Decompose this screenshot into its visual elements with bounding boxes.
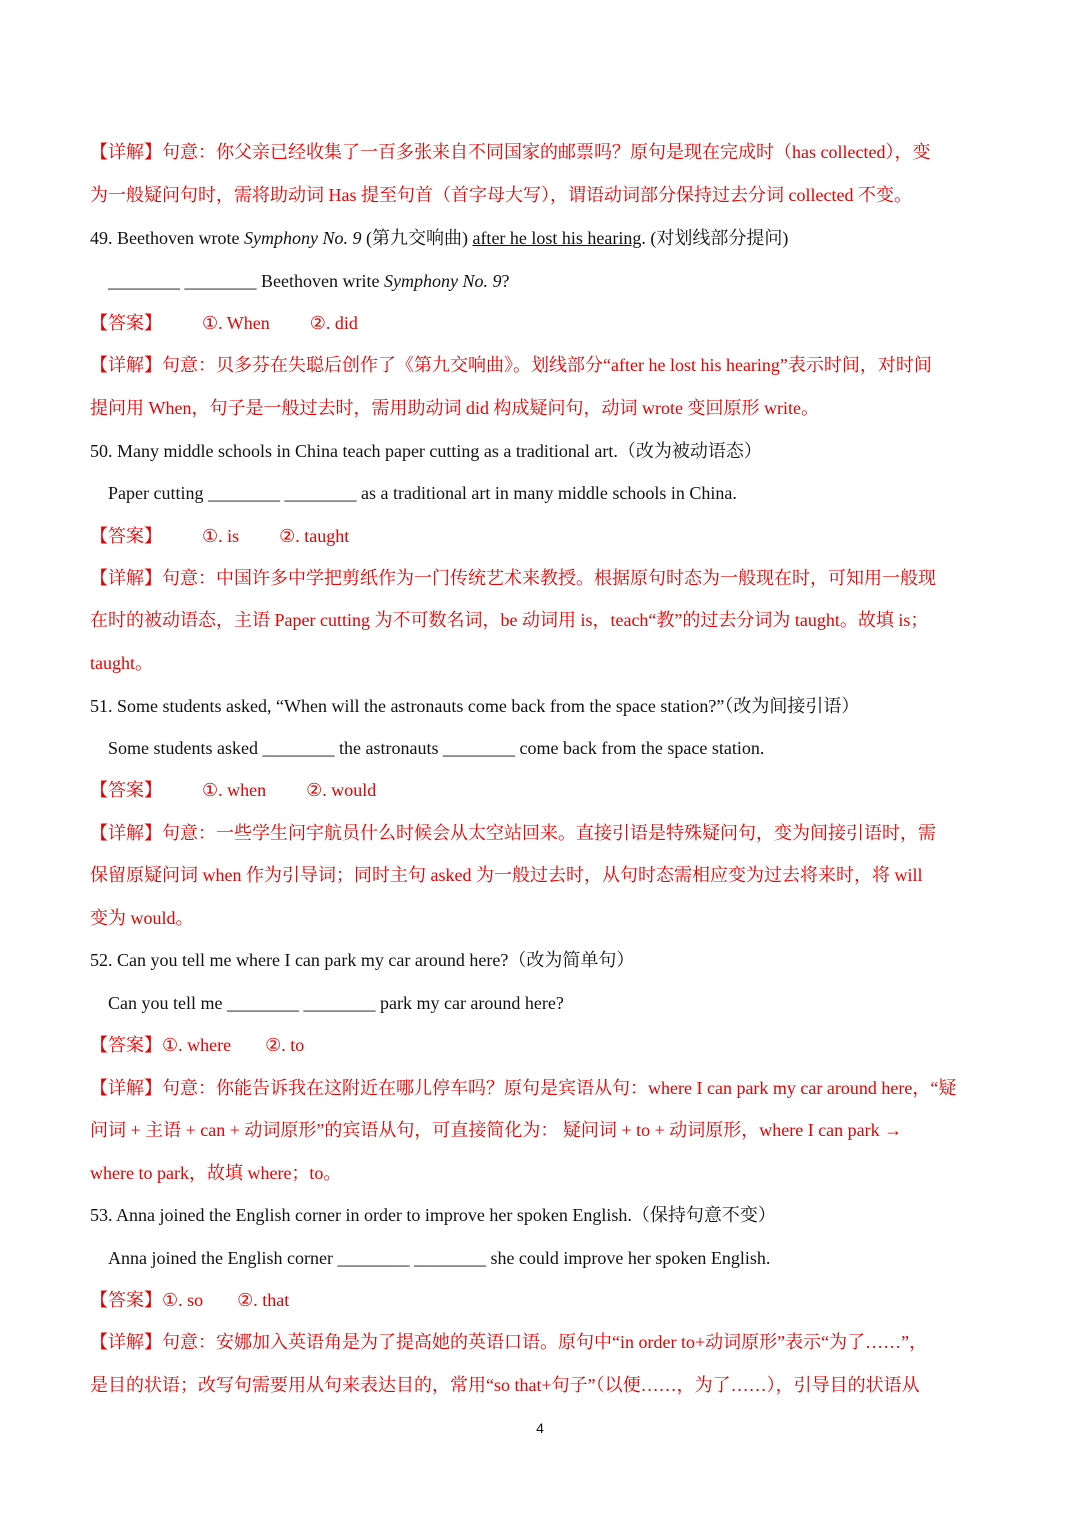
q52-detail-line-1: 【详解】句意：你能告诉我在这附近在哪儿停车吗？原句是宾语从句：where I can park my car around here，“疑: [90, 1078, 957, 1098]
q49-answer-2: ②. did: [309, 313, 358, 333]
q49-answer-1: ①. When: [202, 313, 270, 333]
q49-detail-line-1: 【详解】句意：贝多芬在失聪后创作了《第九交响曲》。划线部分“after he lost his hearing”表示时间，对时间: [90, 355, 932, 375]
q50-answer: [90, 524, 985, 548]
q49-rewrite: [108, 269, 985, 293]
q53-answer-1: ①. so: [162, 1290, 204, 1310]
q48-detail-line-2: 为一般疑问句时，需将助动词 Has 提至句首（首字母大写），谓语动词部分保持过去分词 collected 不变。: [90, 185, 912, 205]
q51-detail-line-1: 【详解】句意：一些学生问宇航员什么时候会从太空站回来。直接引语是特殊疑问句，变为间接引语时，需: [90, 823, 936, 843]
q50-answer-1: ①. is: [202, 526, 240, 546]
q51-detail-line-3: 变为 would。: [90, 908, 194, 928]
q48-detail-line-1: 【详解】句意：你父亲已经收集了一百多张来自不同国家的邮票吗？原句是现在完成时（has collected），变: [90, 142, 931, 162]
q49-underlined-part: after he lost his hearing: [472, 228, 642, 248]
q53-answer-2: ②. that: [237, 1290, 290, 1310]
q53-rewrite: Anna joined the English corner ________ ________ she could improve her spoken English.: [108, 1248, 771, 1268]
page-number: 4: [536, 1420, 544, 1436]
q50-answer-2: ②. taught: [279, 526, 350, 546]
q51-answer: [90, 778, 985, 802]
q52-answer-tag: 【答案】: [90, 1035, 162, 1055]
q51-answer-1: ①. when: [202, 780, 267, 800]
q51-answer-2: ②. would: [306, 780, 377, 800]
q49-answer-tag: 【答案】: [90, 313, 162, 333]
q53-detail-line-2: 是目的状语；改写句需要用从句来表达目的，常用“so that+句子”（以便……，为了……），引导目的状语从: [90, 1375, 920, 1395]
q49-question-title: Symphony No. 9: [243, 228, 362, 248]
q50-question: 50. Many middle schools in China teach paper cutting as a traditional art.（改为被动语态）: [90, 441, 762, 461]
q53-detail-line-1: 【详解】句意：安娜加入英语角是为了提高她的英语口语。原句中“in order to+动词原形”表示“为了……”，: [90, 1332, 928, 1352]
q49-blanks: ________ ________: [108, 271, 257, 291]
q49-detail-line-2: 提问用 When，句子是一般过去时，需用助动词 did 构成疑问句，动词 wrote 变回原形 write。: [90, 398, 819, 418]
q50-detail-line-2: 在时的被动语态，主语 Paper cutting 为不可数名词，be 动词用 is，teach“教”的过去分词为 taught。故填 is；: [90, 610, 929, 630]
q52-answer-2: ②. to: [265, 1035, 305, 1055]
q49-rewrite-end: ?: [501, 271, 510, 291]
q51-answer-tag: 【答案】: [90, 780, 162, 800]
q49-question-prefix: 49. Beethoven wrote: [90, 228, 244, 248]
q50-detail-line-3: taught。: [90, 653, 153, 673]
q50-rewrite: Paper cutting ________ ________ as a traditional art in many middle schools in China.: [108, 483, 737, 503]
q52-question: 52. Can you tell me where I can park my car around here?（改为简单句）: [90, 950, 635, 970]
q52-answer: [90, 1033, 985, 1057]
q51-question: 51. Some students asked, “When will the astronauts come back from the space station?”（改为间接引语）: [90, 696, 860, 716]
q51-rewrite: Some students asked ________ the astronauts ________ come back from the space station.: [108, 738, 765, 758]
q52-detail-line-3: where to park，故填 where；to。: [90, 1163, 342, 1183]
q49-question-suffix: . (对划线部分提问): [641, 228, 789, 248]
q49-rewrite-title: Symphony No. 9: [383, 271, 502, 291]
q49-question: [90, 226, 985, 250]
q52-rewrite: Can you tell me ________ ________ park my car around here?: [108, 993, 564, 1013]
q50-detail-line-1: 【详解】句意：中国许多中学把剪纸作为一门传统艺术来教授。根据原句时态为一般现在时，可知用一般现: [90, 568, 936, 588]
q53-answer-tag: 【答案】: [90, 1290, 162, 1310]
q49-question-cn-note: (第九交响曲): [361, 228, 473, 248]
q52-answer-1: ①. where: [162, 1035, 232, 1055]
q51-detail-line-2: 保留原疑问词 when 作为引导词；同时主句 asked 为一般过去时，从句时态需相应变为过去将来时，将 will: [90, 865, 923, 885]
q53-answer: [90, 1288, 985, 1312]
q49-answer: [90, 311, 985, 335]
q52-detail-line-2: 问词 + 主语 + can + 动词原形”的宾语从句，可直接简化为： 疑问词 + to + 动词原形，where I can park →: [90, 1120, 903, 1140]
q49-rewrite-mid: Beethoven write: [256, 271, 384, 291]
q50-answer-tag: 【答案】: [90, 526, 162, 546]
q53-question: 53. Anna joined the English corner in order to improve her spoken English.（保持句意不变）: [90, 1205, 776, 1225]
